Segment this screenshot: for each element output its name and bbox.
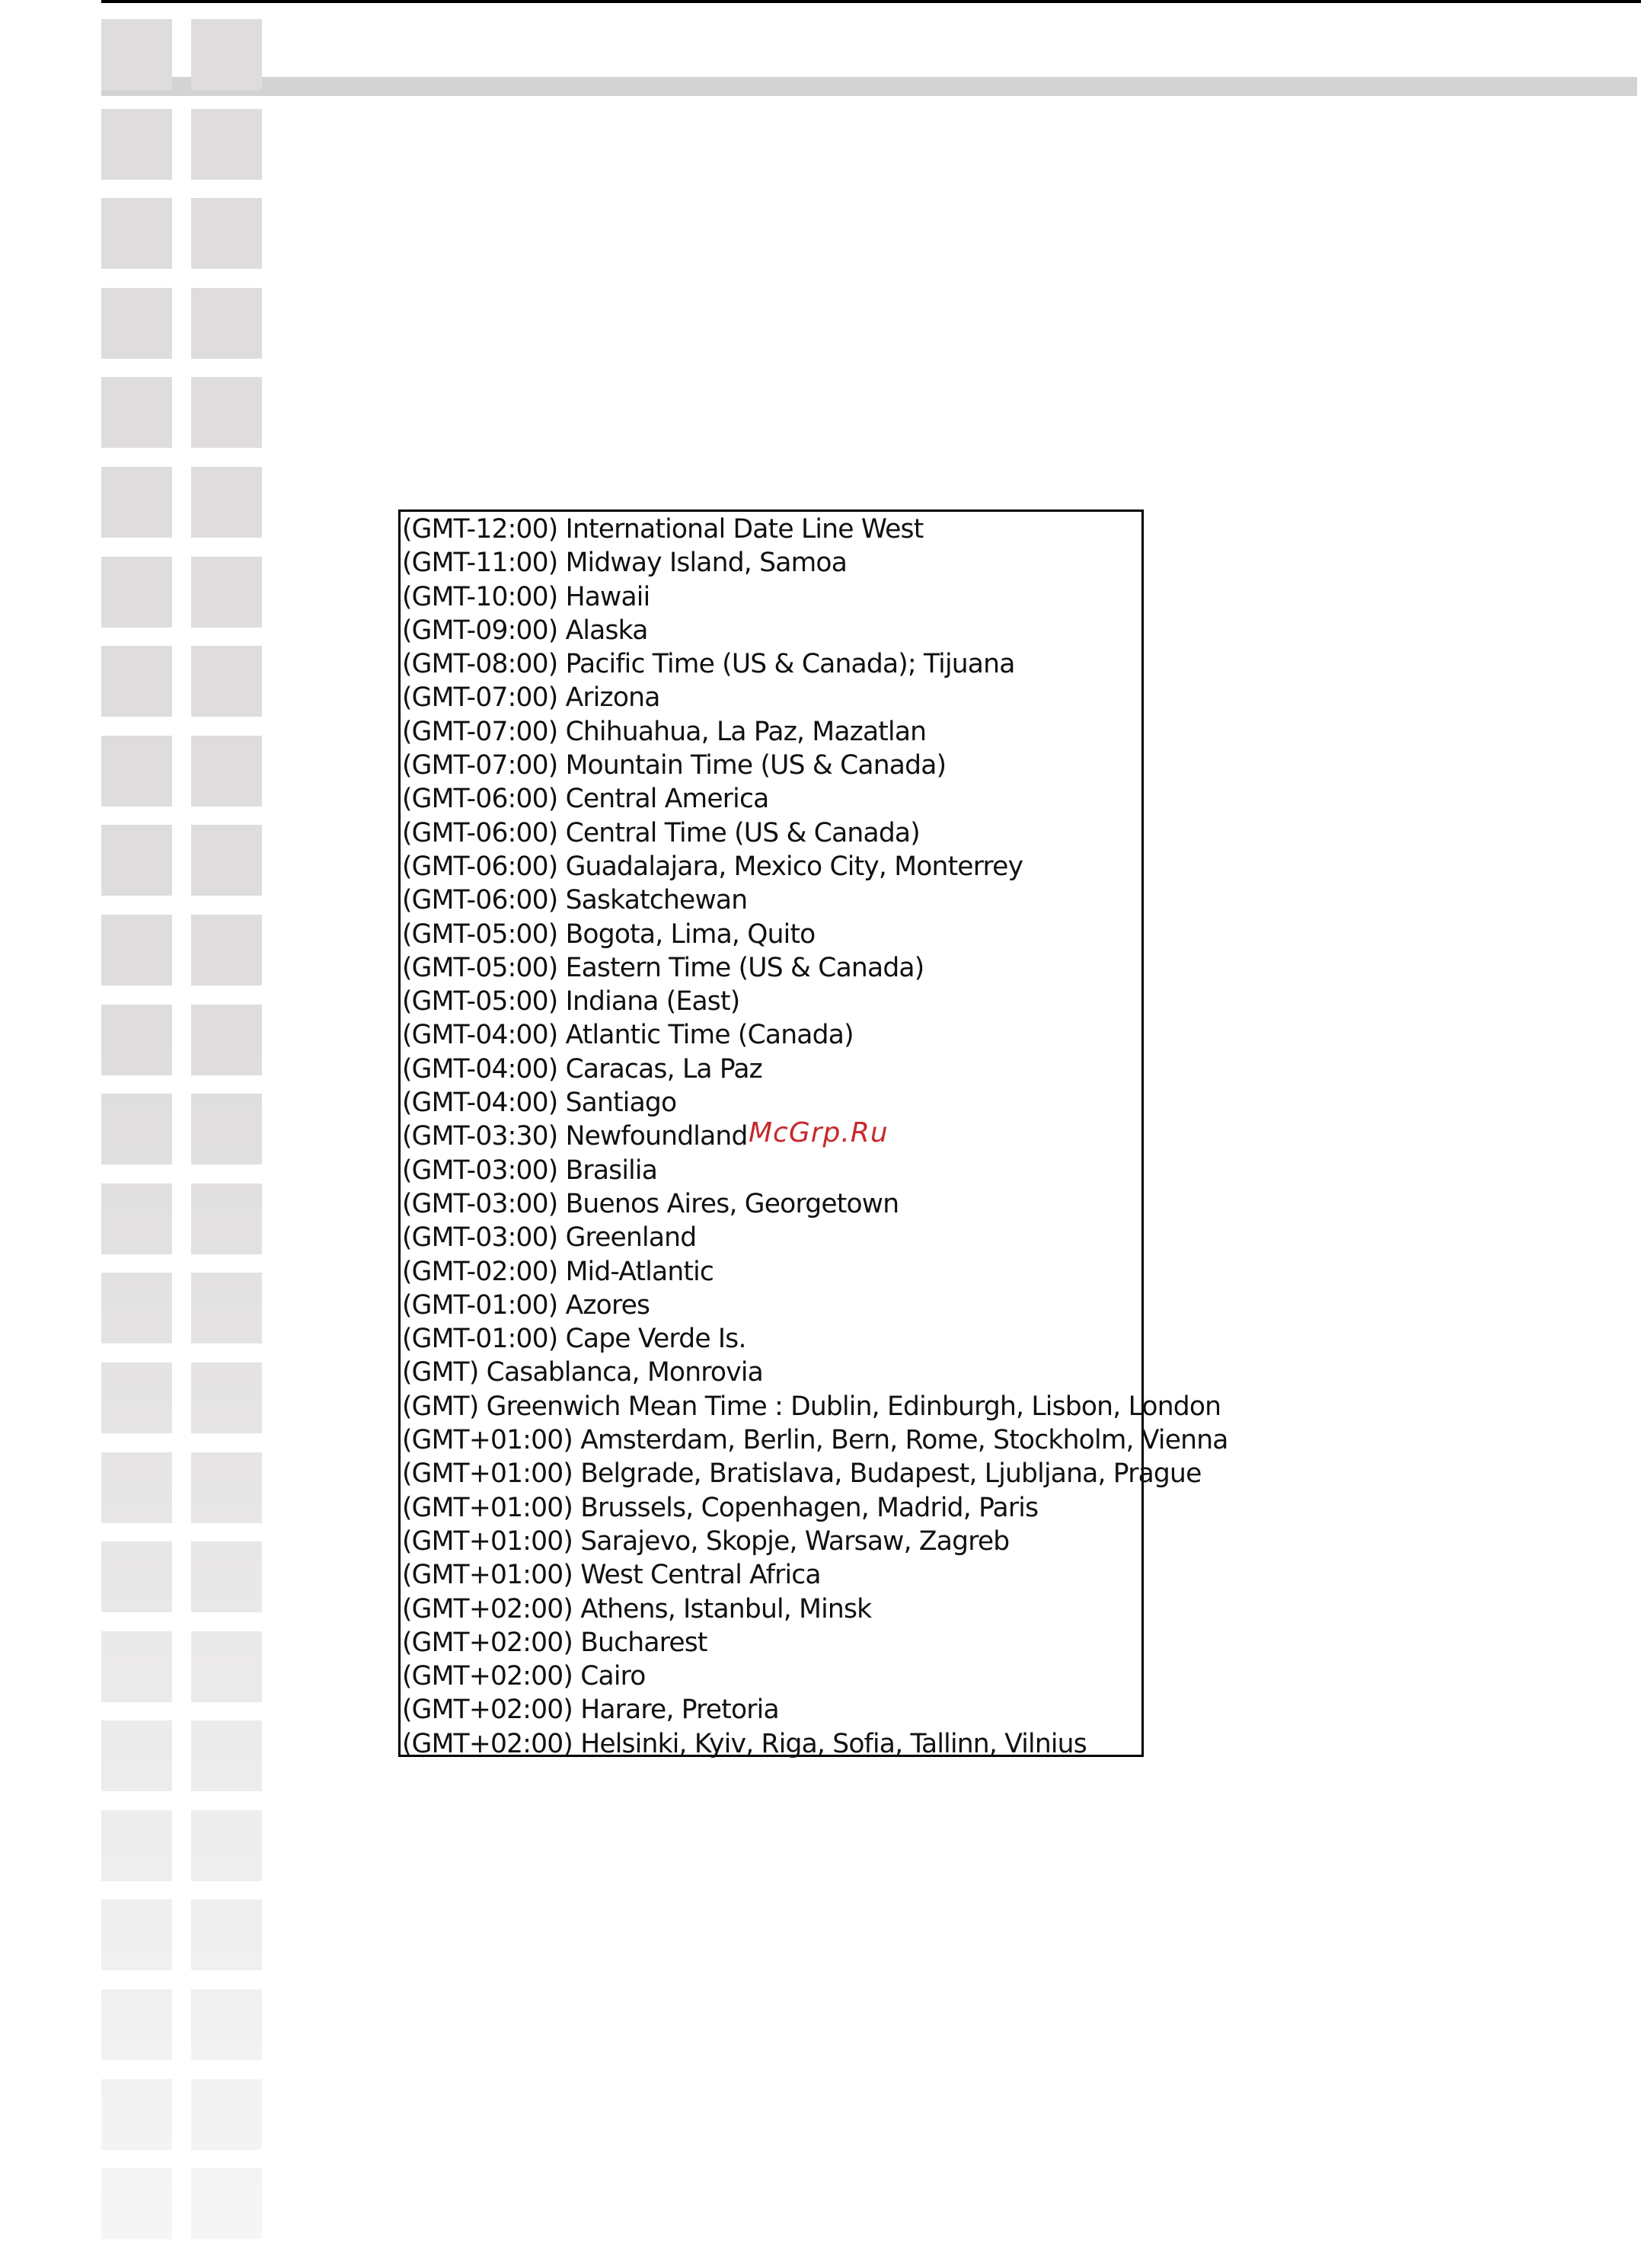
decorative-tile (191, 1184, 262, 1254)
timezone-option[interactable]: (GMT-04:00) Caracas, La Paz (402, 1053, 762, 1084)
decorative-tile (191, 198, 262, 269)
decorative-tile (191, 1899, 262, 1970)
decorative-tile-column (101, 19, 269, 2268)
timezone-option[interactable]: (GMT-06:00) Central Time (US & Canada) (402, 817, 920, 848)
decorative-tile (191, 2168, 262, 2239)
decorative-tile (191, 1989, 262, 2060)
decorative-tile (191, 1810, 262, 1881)
timezone-option[interactable]: (GMT-03:00) Buenos Aires, Georgetown (402, 1188, 899, 1219)
timezone-option[interactable]: (GMT-04:00) Atlantic Time (Canada) (402, 1020, 854, 1051)
decorative-tile (191, 467, 262, 538)
watermark-text: McGrp.Ru (749, 1117, 889, 1148)
timezone-option[interactable]: (GMT-02:00) Mid-Atlantic (402, 1256, 714, 1287)
decorative-tile (101, 1273, 172, 1343)
decorative-tile (101, 1631, 172, 1702)
decorative-tile (191, 1273, 262, 1343)
decorative-tile (101, 198, 172, 269)
timezone-option[interactable]: (GMT+01:00) Belgrade, Bratislava, Budapest, Ljubljana, Prague (402, 1458, 1202, 1490)
timezone-option[interactable]: (GMT-01:00) Cape Verde Is. (402, 1324, 746, 1355)
timezone-option[interactable]: (GMT+01:00) West Central Africa (402, 1560, 821, 1591)
decorative-tile (101, 1541, 172, 1612)
decorative-tile (101, 288, 172, 359)
decorative-tile (191, 1452, 262, 1523)
decorative-tile (191, 2079, 262, 2150)
decorative-tile (101, 109, 172, 180)
decorative-tile (191, 915, 262, 985)
decorative-tile (101, 557, 172, 628)
timezone-option[interactable]: (GMT-04:00) Santiago (402, 1088, 677, 1119)
timezone-option[interactable]: (GMT-09:00) Alaska (402, 615, 648, 646)
decorative-tile (191, 1720, 262, 1791)
decorative-tile (101, 736, 172, 807)
decorative-tile (101, 1094, 172, 1164)
decorative-tile (101, 1005, 172, 1075)
timezone-option[interactable]: (GMT-06:00) Central America (402, 784, 769, 815)
header-bar (101, 77, 1637, 96)
top-rule (101, 0, 1641, 3)
decorative-tile (101, 1184, 172, 1254)
timezone-option[interactable]: (GMT-12:00) International Date Line West (402, 514, 924, 545)
timezone-option[interactable]: (GMT-07:00) Mountain Time (US & Canada) (402, 750, 947, 781)
decorative-tile (101, 2168, 172, 2239)
timezone-option[interactable]: (GMT-06:00) Saskatchewan (402, 885, 748, 916)
decorative-tile (101, 2079, 172, 2150)
decorative-tile (101, 19, 172, 90)
decorative-tile (191, 1541, 262, 1612)
timezone-option[interactable]: (GMT-03:30) Newfoundland (402, 1121, 748, 1152)
decorative-tile (191, 1362, 262, 1433)
timezone-option[interactable]: (GMT-10:00) Hawaii (402, 581, 650, 612)
timezone-option[interactable]: (GMT-07:00) Chihuahua, La Paz, Mazatlan (402, 716, 927, 747)
timezone-option[interactable]: (GMT-03:00) Greenland (402, 1222, 697, 1254)
decorative-tile (101, 467, 172, 538)
decorative-tile (101, 1720, 172, 1791)
decorative-tile (191, 19, 262, 90)
decorative-tile (101, 1362, 172, 1433)
timezone-option[interactable]: (GMT) Greenwich Mean Time : Dublin, Edinburgh, Lisbon, London (402, 1391, 1221, 1422)
decorative-tile (101, 1810, 172, 1881)
timezone-option[interactable]: (GMT+01:00) Amsterdam, Berlin, Bern, Rome, Stockholm, Vienna (402, 1425, 1228, 1456)
decorative-tile (101, 1899, 172, 1970)
decorative-tile (191, 825, 262, 896)
decorative-tile (101, 1989, 172, 2060)
timezone-option[interactable]: (GMT+02:00) Harare, Pretoria (402, 1695, 779, 1726)
decorative-tile (101, 1452, 172, 1523)
timezone-option[interactable]: (GMT-05:00) Indiana (East) (402, 986, 740, 1017)
timezone-option[interactable]: (GMT-06:00) Guadalajara, Mexico City, Monterrey (402, 851, 1023, 882)
timezone-option[interactable]: (GMT+01:00) Brussels, Copenhagen, Madrid, Paris (402, 1492, 1039, 1523)
timezone-option[interactable]: (GMT+02:00) Helsinki, Kyiv, Riga, Sofia, Tallinn, Vilnius (402, 1728, 1087, 1759)
decorative-tile (191, 557, 262, 628)
decorative-tile (101, 825, 172, 896)
timezone-option[interactable]: (GMT-07:00) Arizona (402, 682, 660, 714)
timezone-option[interactable]: (GMT-11:00) Midway Island, Samoa (402, 548, 848, 579)
timezone-option[interactable]: (GMT-05:00) Eastern Time (US & Canada) (402, 952, 924, 983)
decorative-tile (191, 288, 262, 359)
decorative-tile (191, 736, 262, 807)
timezone-option[interactable]: (GMT+02:00) Bucharest (402, 1627, 707, 1658)
decorative-tile (191, 1094, 262, 1164)
timezone-option[interactable]: (GMT-01:00) Azores (402, 1289, 650, 1321)
decorative-tile (191, 646, 262, 717)
decorative-tile (191, 1631, 262, 1702)
timezone-option[interactable]: (GMT-08:00) Pacific Time (US & Canada); Tijuana (402, 649, 1015, 680)
timezone-option[interactable]: (GMT) Casablanca, Monrovia (402, 1357, 763, 1388)
decorative-tile (191, 109, 262, 180)
timezone-option[interactable]: (GMT+01:00) Sarajevo, Skopje, Warsaw, Zagreb (402, 1525, 1010, 1557)
decorative-tile (101, 915, 172, 985)
timezone-option[interactable]: (GMT+02:00) Cairo (402, 1661, 646, 1692)
timezone-option[interactable]: (GMT-05:00) Bogota, Lima, Quito (402, 918, 816, 950)
decorative-tile (191, 377, 262, 448)
decorative-tile (191, 1005, 262, 1075)
decorative-tile (101, 646, 172, 717)
decorative-tile (101, 377, 172, 448)
timezone-option[interactable]: (GMT-03:00) Brasilia (402, 1155, 658, 1186)
timezone-option[interactable]: (GMT+02:00) Athens, Istanbul, Minsk (402, 1593, 872, 1624)
